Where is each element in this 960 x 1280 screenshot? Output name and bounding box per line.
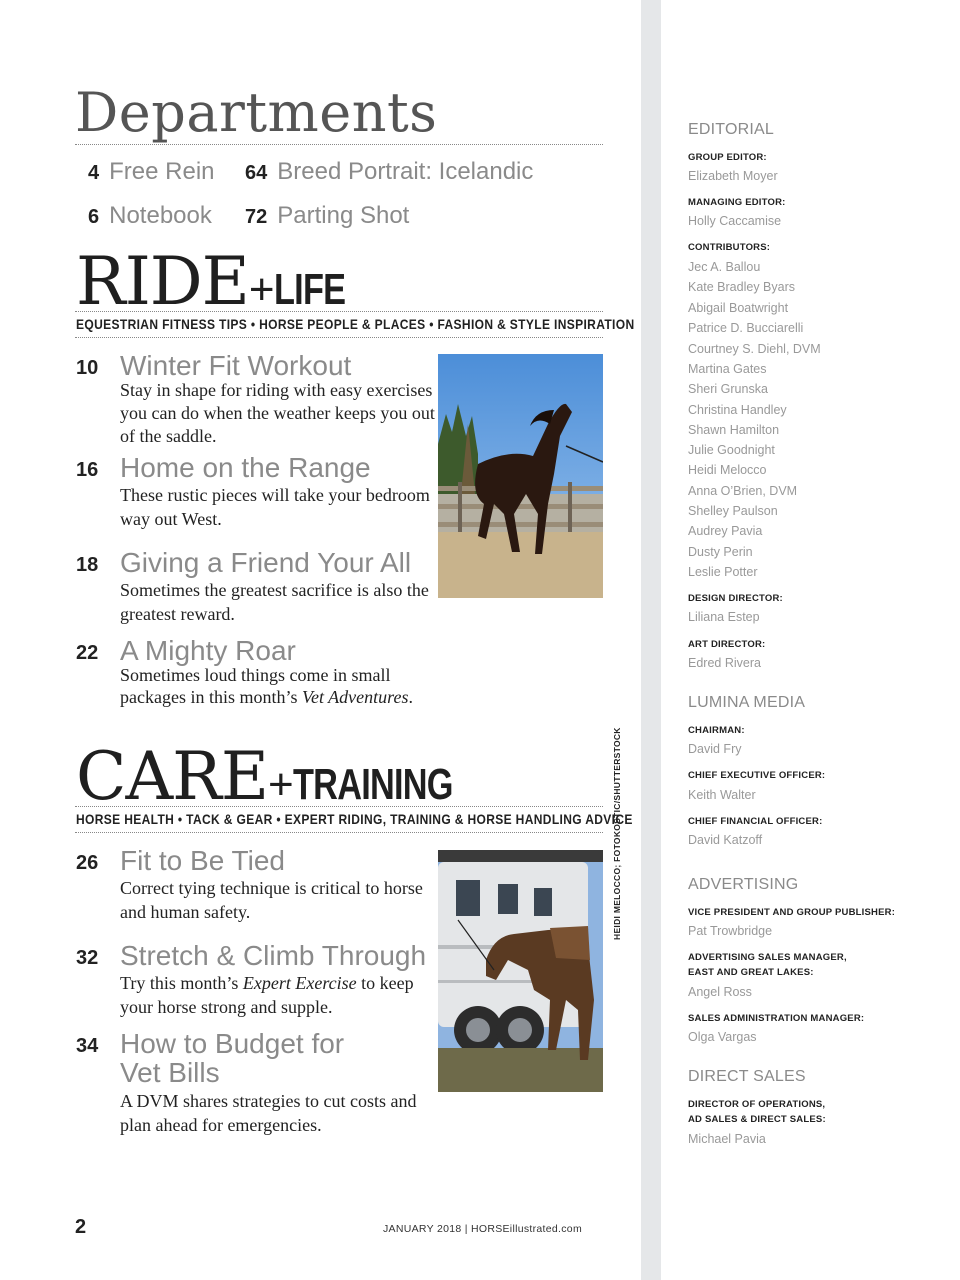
story-description: Try this month’s Expert Exercise to keep your horse strong and supple.	[120, 973, 414, 1017]
department-label: Notebook	[109, 202, 212, 229]
section-title-care-training	[76, 738, 497, 815]
masthead-heading: EDITORIAL	[688, 121, 774, 138]
column-name: Expert Exercise	[242, 973, 357, 993]
masthead-role: VICE PRESIDENT AND GROUP PUBLISHER:	[688, 907, 896, 918]
contributor-name: Abigail Boatwright	[688, 301, 789, 315]
divider	[75, 144, 603, 145]
story-title: A Mighty Roar	[120, 635, 296, 666]
divider	[75, 337, 603, 338]
contributor-name: Heidi Melocco	[688, 463, 767, 477]
department-item[interactable]	[245, 202, 409, 231]
photo-credit: HEIDI MELOCCO; FOTOKOSTIC/SHUTTERSTOCK	[612, 727, 622, 940]
contributor-name: Shelley Paulson	[688, 504, 778, 518]
contributor-name: Leslie Potter	[688, 565, 758, 579]
section-title-secondary: TRAINING	[292, 760, 453, 809]
masthead-heading: LUMINA MEDIA	[688, 694, 806, 711]
contributor-name: Sheri Grunska	[688, 382, 768, 396]
masthead-role: DESIGN DIRECTOR:	[688, 593, 783, 604]
story-page-number: 10	[76, 357, 99, 379]
contributor-name: Julie Goodnight	[688, 443, 775, 457]
department-item[interactable]	[245, 158, 533, 187]
horse-running-photo	[438, 354, 603, 598]
page-number: 64	[245, 162, 268, 184]
masthead-name: Liliana Estep	[688, 610, 760, 624]
contributor-name: Christina Handley	[688, 403, 787, 417]
horse-trailer-photo	[438, 850, 603, 1092]
masthead-role: DIRECTOR OF OPERATIONS,	[688, 1099, 826, 1110]
story-page-number: 18	[76, 554, 99, 576]
story-description: Correct tying technique is critical to horse and human safety.	[120, 878, 423, 922]
story-page-number: 34	[76, 1035, 99, 1057]
section-title-secondary: LIFE	[273, 265, 345, 314]
story-page-number: 26	[76, 852, 99, 874]
story-title: Giving a Friend Your All	[120, 547, 412, 578]
story-description: Stay in shape for riding with easy exercises you can do when the weather keeps you out of the saddle.	[120, 380, 435, 446]
story-page-number: 16	[76, 459, 99, 481]
story-title: Stretch & Climb Through	[120, 940, 427, 971]
masthead-name: Pat Trowbridge	[688, 924, 773, 938]
contributor-name: Patrice D. Bucciarelli	[688, 321, 804, 335]
masthead-name: Olga Vargas	[688, 1030, 757, 1044]
story-description: Sometimes the greatest sacrifice is also the greatest reward.	[120, 580, 429, 624]
masthead	[688, 0, 948, 1280]
masthead-name: Edred Rivera	[688, 656, 761, 670]
contributor-name: Anna O’Brien, DVM	[688, 484, 798, 498]
masthead-role: MANAGING EDITOR:	[688, 197, 786, 208]
story-page-number: 32	[76, 947, 99, 969]
story-title-line2: Vet Bills	[120, 1057, 220, 1088]
story-title: Winter Fit Workout	[120, 350, 352, 381]
section-title-plus: +	[248, 265, 274, 314]
contributor-name: Jec A. Ballou	[688, 260, 761, 274]
page-number: 4	[88, 162, 100, 184]
section-title-ride-life	[76, 243, 365, 320]
masthead-name: Holly Caccamise	[688, 214, 782, 228]
section-subtitle: HORSE HEALTH • TACK & GEAR • EXPERT RIDING, TRAINING & HORSE HANDLING ADVICE	[76, 811, 633, 827]
department-item[interactable]	[88, 202, 212, 231]
masthead-role: SALES ADMINISTRATION MANAGER:	[688, 1013, 865, 1024]
masthead-name: David Fry	[688, 742, 742, 756]
story-title: How to Budget for	[120, 1028, 345, 1059]
masthead-role: ART DIRECTOR:	[688, 639, 766, 650]
masthead-role: CONTRIBUTORS:	[688, 242, 771, 253]
contributor-name: Kate Bradley Byars	[688, 280, 795, 294]
masthead-name: David Katzoff	[688, 833, 763, 847]
department-label: Parting Shot	[277, 202, 410, 229]
masthead-heading: DIRECT SALES	[688, 1068, 806, 1085]
department-item[interactable]	[88, 158, 215, 187]
section-subtitle: EQUESTRIAN FITNESS TIPS • HORSE PEOPLE & PLACES • FASHION & STYLE INSPIRATION	[76, 316, 635, 332]
section-title-main: RIDE	[76, 243, 249, 320]
contributor-name: Shawn Hamilton	[688, 423, 780, 437]
masthead-role: ADVERTISING SALES MANAGER,	[688, 952, 847, 963]
story-page-number: 22	[76, 642, 99, 664]
contributor-name: Dusty Perin	[688, 545, 753, 559]
section-title-main: CARE	[76, 738, 269, 815]
divider	[75, 806, 603, 807]
departments-title: Departments	[75, 81, 438, 144]
masthead-name: Michael Pavia	[688, 1132, 766, 1146]
story-title: Home on the Range	[120, 452, 371, 483]
masthead-name: Elizabeth Moyer	[688, 169, 778, 183]
page-gutter	[641, 0, 661, 1280]
masthead-role: EAST AND GREAT LAKES:	[688, 967, 814, 978]
story-description: These rustic pieces will take your bedroom way out West.	[120, 485, 430, 529]
department-label: Breed Portrait: Icelandic	[277, 158, 534, 185]
masthead-heading: ADVERTISING	[688, 876, 799, 893]
footer-folio: JANUARY 2018 | HORSEillustrated.com	[383, 1223, 582, 1235]
divider	[75, 832, 603, 833]
story-title: Fit to Be Tied	[120, 845, 285, 876]
page-number: 6	[88, 206, 100, 228]
masthead-role: CHIEF EXECUTIVE OFFICER:	[688, 770, 826, 781]
contributor-name: Courtney S. Diehl, DVM	[688, 342, 821, 356]
divider	[75, 311, 603, 312]
story-description: A DVM shares strategies to cut costs and plan ahead for emergencies.	[120, 1091, 417, 1135]
masthead-role: GROUP EDITOR:	[688, 152, 767, 163]
contributor-name: Martina Gates	[688, 362, 767, 376]
page-number: 72	[245, 206, 268, 228]
masthead-role: CHIEF FINANCIAL OFFICER:	[688, 816, 823, 827]
masthead-role: CHAIRMAN:	[688, 725, 745, 736]
department-label: Free Rein	[109, 158, 215, 185]
masthead-name: Angel Ross	[688, 985, 752, 999]
masthead-role: AD SALES & DIRECT SALES:	[688, 1114, 826, 1125]
section-title-plus: +	[268, 760, 293, 809]
column-name: Vet Adventures	[301, 687, 409, 707]
masthead-name: Keith Walter	[688, 788, 756, 802]
contributor-name: Audrey Pavia	[688, 524, 763, 538]
page-number-footer: 2	[75, 1216, 87, 1238]
story-description: Sometimes loud things come in small packages in this month’s Vet Adventures.	[120, 665, 413, 707]
